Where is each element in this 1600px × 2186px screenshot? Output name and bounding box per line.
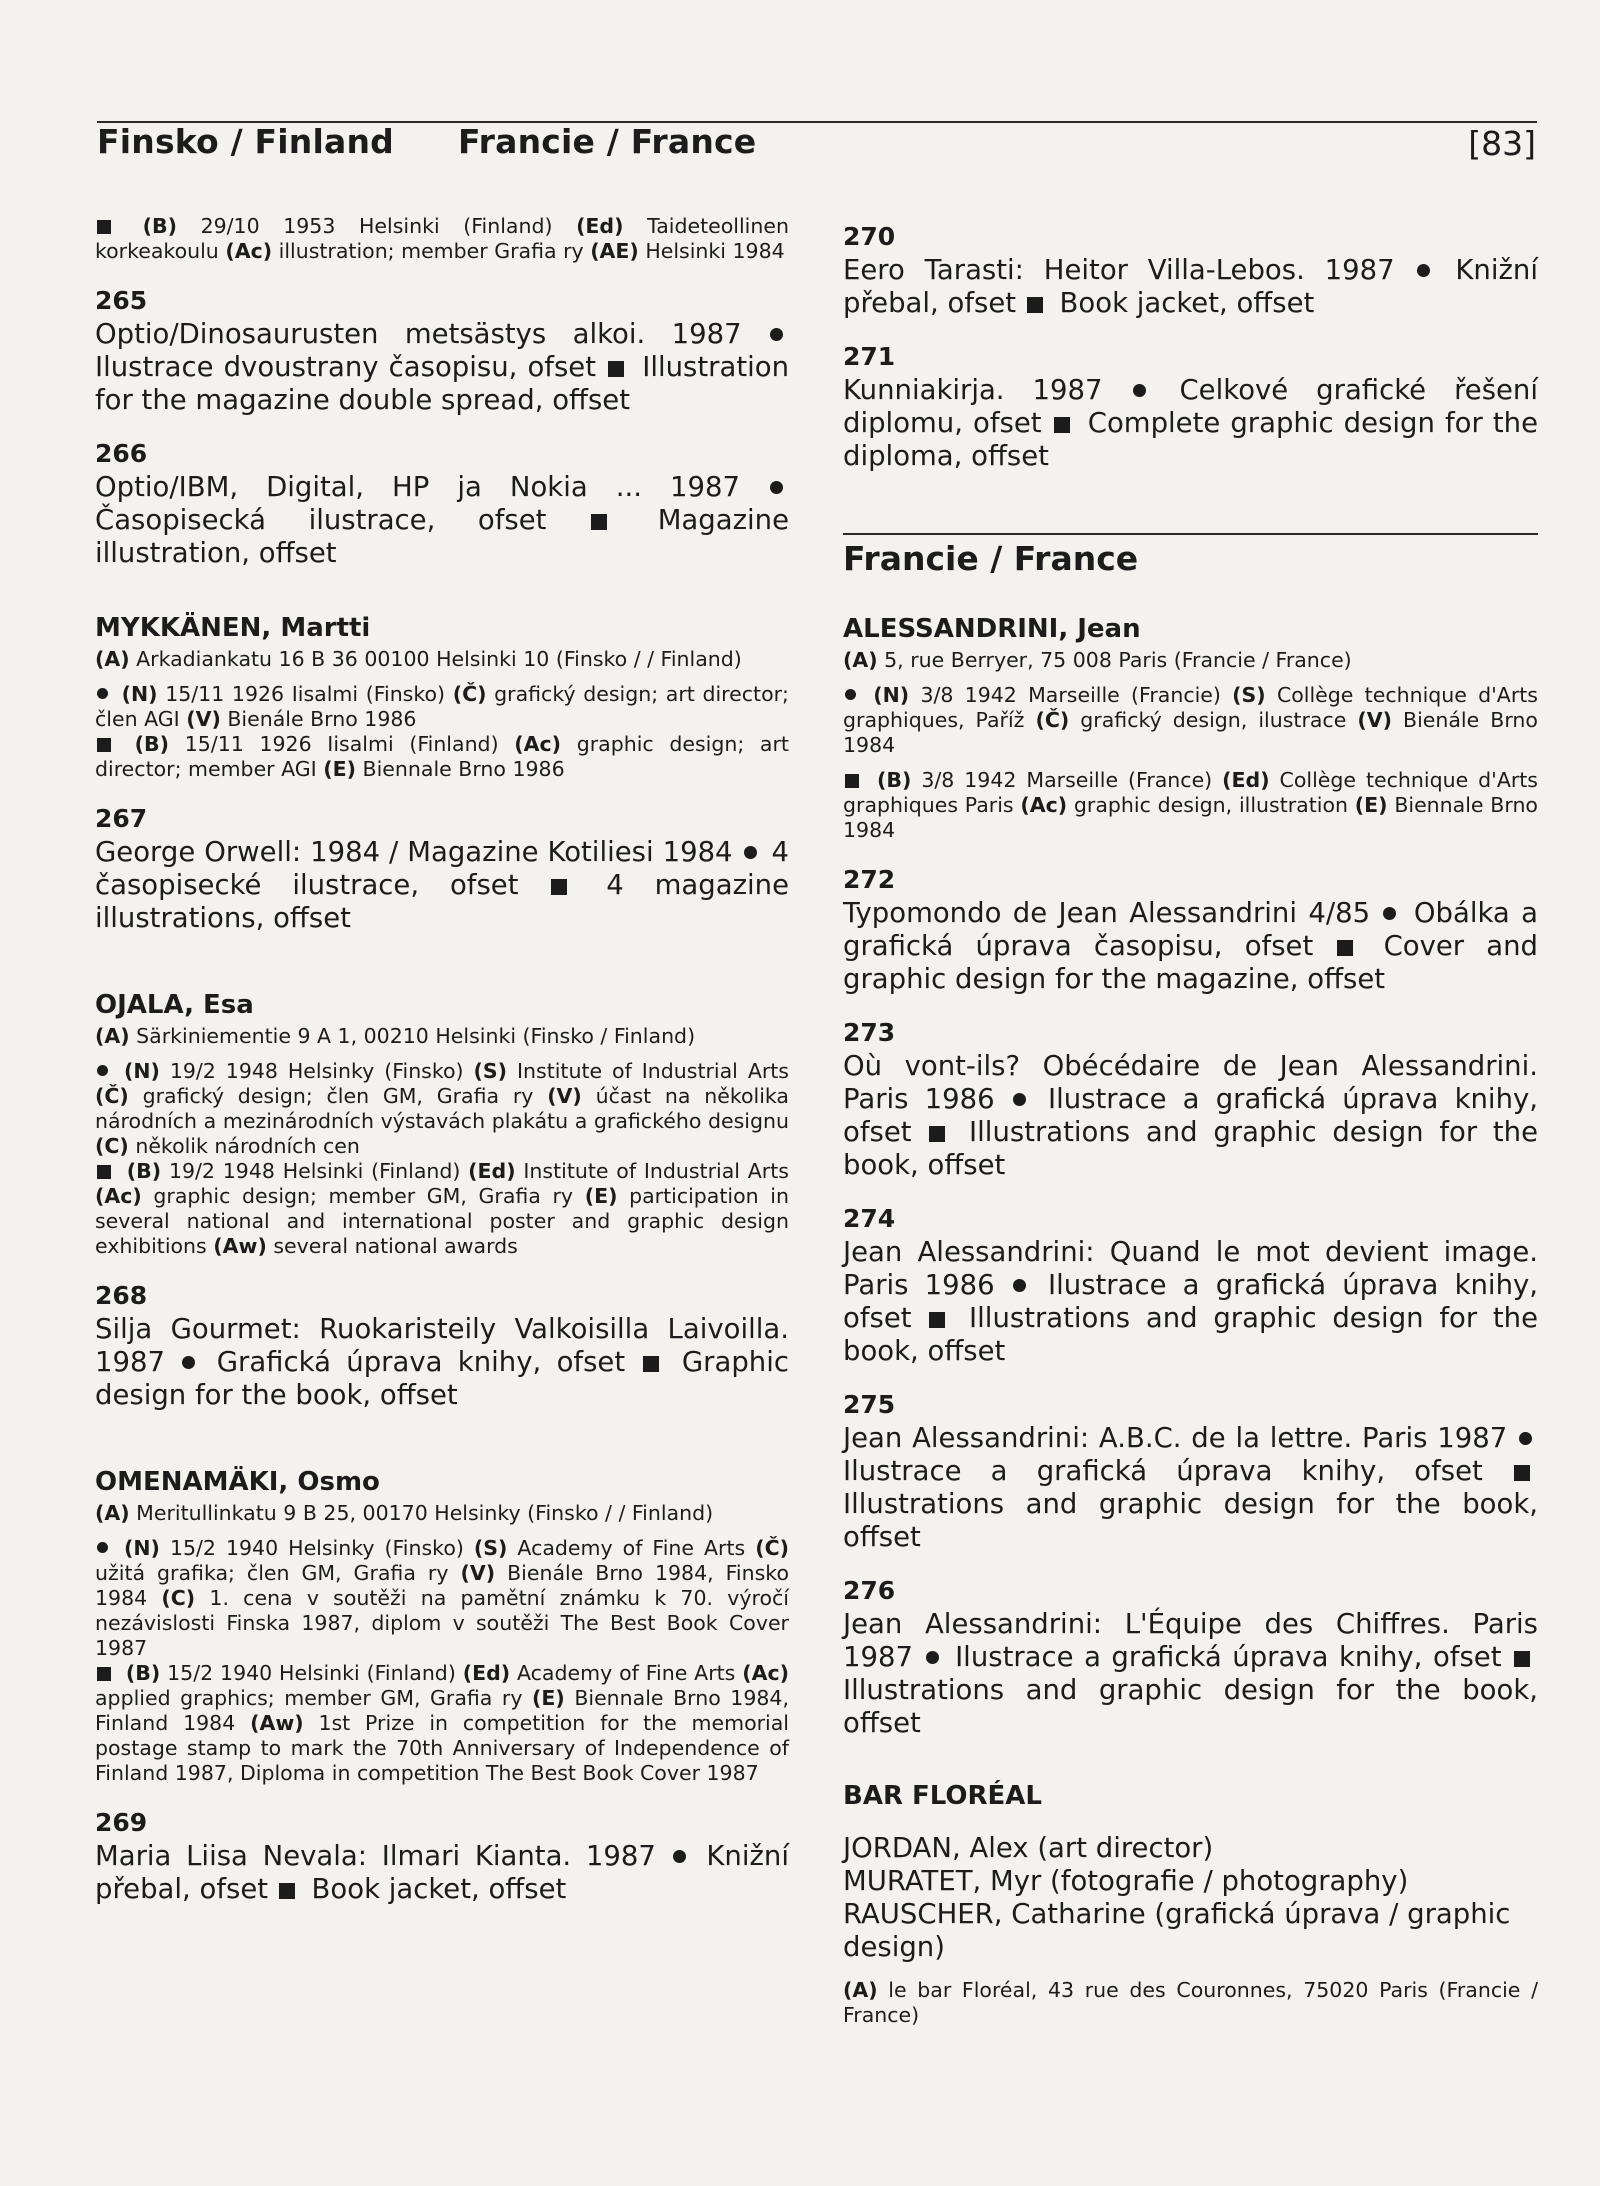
czech-marker-icon xyxy=(182,1356,195,1369)
czech-marker-icon xyxy=(770,328,783,341)
czech-marker-icon xyxy=(97,1065,108,1076)
entry-number: 267 xyxy=(95,804,148,833)
crew-member: JORDAN, Alex (art director) xyxy=(843,1832,1214,1864)
artist-bio-cz: (N) 19/2 1948 Helsinky (Finsko) (S) Institute of Industrial Arts (Č) grafický design; člen GM, Grafia ry (V) účast na několika národních a mezinárodních výstavách plakátu a grafického designu (C) několik národních cen xyxy=(95,1059,789,1158)
czech-marker-icon xyxy=(1417,264,1430,277)
english-marker-icon xyxy=(1337,940,1353,956)
english-marker-icon xyxy=(591,514,607,530)
english-marker-icon xyxy=(97,738,111,752)
entry-275: Jean Alessandrini: A.B.C. de la lettre. Paris 1987 Ilustrace a grafická úprava knihy, ofset Illustrations and graphic design for the book, offset xyxy=(843,1422,1538,1553)
english-marker-icon xyxy=(929,1312,945,1328)
entry-271: Kunniakirja. 1987 Celkové grafické řešení diplomu, ofset Complete graphic design for the diploma, offset xyxy=(843,374,1539,472)
artist-bio-en: (B) 15/2 1940 Helsinki (Finland) (Ed) Academy of Fine Arts (Ac) applied graphics; member GM, Grafia ry (E) Biennale Brno 1984, Finland 1984 (Aw) 1st Prize in competition for the memorial postage stamp to mark the 70th Anniversary of Independence of Finland 1987, Diploma in competition The Best Book Cover 1987 xyxy=(95,1661,789,1785)
czech-marker-icon xyxy=(926,1651,939,1664)
artist-bio-en: (B) 15/11 1926 Iisalmi (Finland) (Ac) graphic design; art director; member AGI (E) Biennale Brno 1986 xyxy=(95,732,789,781)
entry-266: Optio/IBM, Digital, HP ja Nokia ... 1987 Časopisecká ilustrace, ofset Magazine illustration, offset xyxy=(95,471,789,569)
artist-address: (A) Meritullinkatu 9 B 25, 00170 Helsinky (Finsko / / Finland) xyxy=(95,1501,714,1525)
artist-name: OJALA, Esa xyxy=(95,990,254,1020)
entry-267: George Orwell: 1984 / Magazine Kotiliesi 1984 4 časopisecké ilustrace, ofset 4 magazine illustrations, offset xyxy=(95,836,789,934)
artist-address: (A) 5, rue Berryer, 75 008 Paris (Francie / France) xyxy=(843,648,1352,672)
artist-bio-cz: (N) 15/11 1926 Iisalmi (Finsko) (Č) grafický design; art director; člen AGI (V) Bienále Brno 1986 xyxy=(95,682,789,731)
czech-marker-icon xyxy=(97,1542,108,1553)
header-mid-title: Francie / France xyxy=(458,122,757,161)
entry-272: Typomondo de Jean Alessandrini 4/85 Obálka a grafická úprava časopisu, ofset Cover and graphic design for the magazine, offset xyxy=(843,897,1538,995)
entry-number: 275 xyxy=(843,1390,896,1419)
english-marker-icon xyxy=(608,361,624,377)
english-marker-icon xyxy=(97,1165,111,1179)
section-title: Francie / France xyxy=(843,539,1139,578)
english-marker-icon xyxy=(929,1126,945,1142)
artist-name: ALESSANDRINI, Jean xyxy=(843,614,1141,644)
header-left-title: Finsko / Finland xyxy=(97,122,394,161)
czech-marker-icon xyxy=(1013,1279,1026,1292)
entry-number: 268 xyxy=(95,1281,148,1310)
czech-marker-icon xyxy=(845,689,856,700)
artist-bio-en: (B) 3/8 1942 Marseille (France) (Ed) Collège technique d'Arts graphiques Paris (Ac) graphic design, illustration (E) Biennale Brno 1984 xyxy=(843,768,1538,842)
english-marker-icon xyxy=(279,1883,295,1899)
entry-number: 274 xyxy=(843,1204,896,1233)
english-marker-icon xyxy=(551,879,567,895)
entry-number: 269 xyxy=(95,1808,148,1837)
entry-number: 270 xyxy=(843,222,896,251)
artist-bio-cz: (N) 3/8 1942 Marseille (Francie) (S) Collège technique d'Arts graphiques, Paříž (Č) grafický design, ilustrace (V) Bienále Brno 1984 xyxy=(843,683,1538,757)
entry-269: Maria Liisa Nevala: Ilmari Kianta. 1987 Knižní přebal, ofset Book jacket, offset xyxy=(95,1840,789,1905)
english-marker-icon xyxy=(1054,417,1070,433)
artist-address: (A) Särkiniementie 9 A 1, 00210 Helsinki (Finsko / Finland) xyxy=(95,1024,696,1048)
czech-marker-icon xyxy=(1383,907,1396,920)
artist-address: (A) Arkadiankatu 16 B 36 00100 Helsinki 10 (Finsko / / Finland) xyxy=(95,647,742,671)
crew-list xyxy=(843,1832,1538,1964)
english-marker-icon xyxy=(845,774,859,788)
crew-member: MURATET, Myr (fotografie / photography) xyxy=(843,1865,1409,1897)
czech-marker-icon xyxy=(1133,384,1146,397)
czech-marker-icon xyxy=(744,846,757,859)
artist-name: MYKKÄNEN, Martti xyxy=(95,613,371,643)
right-column xyxy=(843,214,1538,2028)
left-column xyxy=(95,214,789,1906)
czech-marker-icon xyxy=(97,688,108,699)
artist-bio-cz: (N) 15/2 1940 Helsinky (Finsko) (S) Academy of Fine Arts (Č) užitá grafika; člen GM, Grafia ry (V) Bienále Brno 1984, Finsko 1984 (C) 1. cena v soutěži na pamětní známku k 70. výročí nezávislosti Finska 1987, diplom v soutěži The Best Book Cover 1987 xyxy=(95,1536,789,1660)
page-number: [83] xyxy=(1468,124,1536,163)
english-marker-icon xyxy=(1027,297,1043,313)
entry-274: Jean Alessandrini: Quand le mot devient image. Paris 1986 Ilustrace a grafická úprava knihy, ofset Illustrations and graphic design for the book, offset xyxy=(843,1236,1539,1367)
entry-number: 273 xyxy=(843,1018,896,1047)
entry-273: Où vont-ils? Obécédaire de Jean Alessandrini. Paris 1986 Ilustrace a grafická úprava knihy, ofset Illustrations and graphic design for the book, offset xyxy=(843,1050,1539,1181)
artist-name: OMENAMÄKI, Osmo xyxy=(95,1467,380,1497)
entry-number: 265 xyxy=(95,286,148,315)
english-marker-icon xyxy=(1514,1465,1530,1481)
entry-270: Eero Tarasti: Heitor Villa-Lebos. 1987 Knižní přebal, ofset Book jacket, offset xyxy=(843,254,1538,319)
english-marker-icon xyxy=(643,1356,659,1372)
english-marker-icon xyxy=(97,1667,111,1681)
czech-marker-icon xyxy=(673,1850,686,1863)
czech-marker-icon xyxy=(1519,1432,1532,1445)
english-marker-icon xyxy=(97,220,111,234)
english-marker-icon xyxy=(1514,1651,1530,1667)
entry-number: 266 xyxy=(95,439,148,468)
entry-265: Optio/Dinosaurusten metsästys alkoi. 1987 Ilustrace dvoustrany časopisu, ofset Illustration for the magazine double spread, offset xyxy=(95,318,789,416)
studio-name: BAR FLORÉAL xyxy=(843,1781,1042,1811)
entry-number: 271 xyxy=(843,342,896,371)
entry-276: Jean Alessandrini: L'Équipe des Chiffres. Paris 1987 Ilustrace a grafická úprava knihy, ofset Illustrations and graphic design for the book, offset xyxy=(843,1608,1538,1739)
entry-268: Silja Gourmet: Ruokaristeily Valkoisilla Laivoilla. 1987 Grafická úprava knihy, ofset Graphic design for the book, offset xyxy=(95,1313,789,1411)
czech-marker-icon xyxy=(1013,1093,1026,1106)
czech-marker-icon xyxy=(770,481,783,494)
crew-member: RAUSCHER, Catharine (grafická úprava / graphic design) xyxy=(843,1898,1511,1963)
intro-bio: (B) 29/10 1953 Helsinki (Finland) (Ed) Taideteollinen korkeakoulu (Ac) illustration; member Grafia ry (AE) Helsinki 1984 xyxy=(95,214,789,263)
entry-number: 272 xyxy=(843,865,896,894)
artist-bio-en: (B) 19/2 1948 Helsinki (Finland) (Ed) Institute of Industrial Arts (Ac) graphic design; member GM, Grafia ry (E) participation in several national and international poster and graphic design exhibitions (Aw) several national awards xyxy=(95,1159,789,1258)
entry-number: 276 xyxy=(843,1576,896,1605)
studio-address: (A) le bar Floréal, 43 rue des Couronnes, 75020 Paris (Francie / France) xyxy=(843,1978,1538,2027)
section-rule xyxy=(843,533,1538,535)
